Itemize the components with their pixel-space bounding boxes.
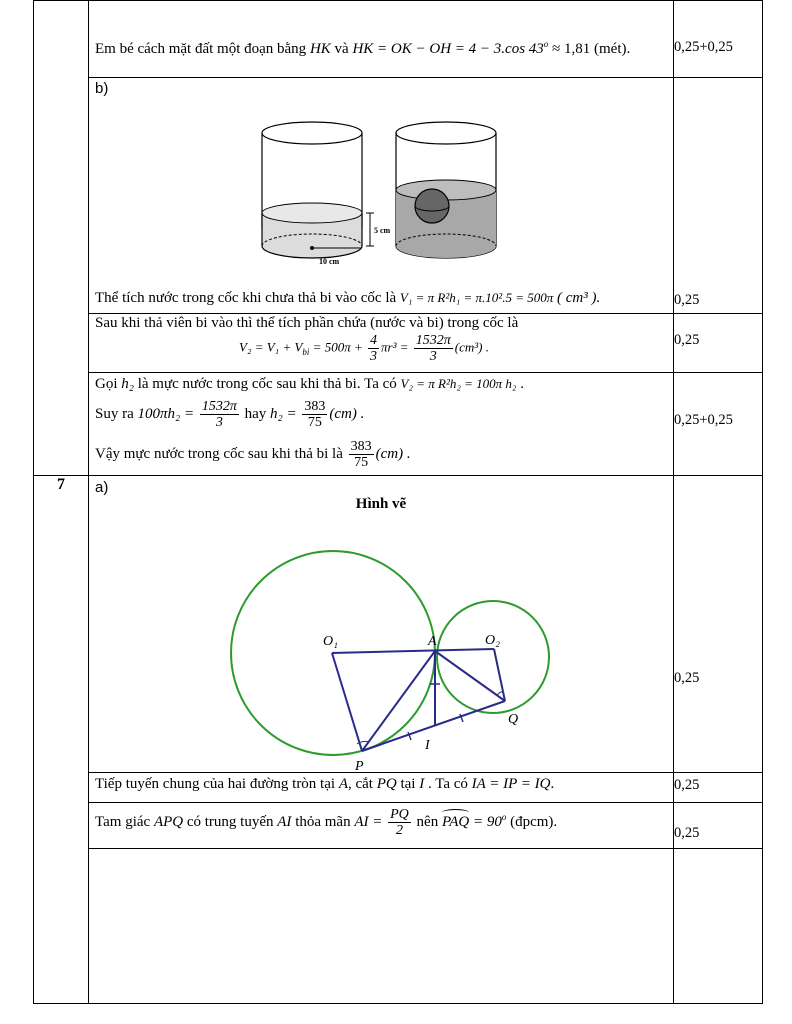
point-p-label: P (355, 759, 364, 771)
score-cell: 0,25 (674, 773, 763, 803)
point-q-label: Q (508, 712, 519, 727)
v1-line: Thể tích nước trong cốc khi chưa thả bi vào cốc là V₁ = π R²h₁ = π.10².5 = 500π ( cm³ ). (95, 290, 601, 306)
solution-cell (89, 78, 674, 314)
hk-line: Em bé cách mặt đất một đoạn bằng HK và HK = OK − OH = 4 − 3.cos $43^o \approx 1,81$ (mét). (95, 39, 631, 57)
solution-cell (89, 476, 674, 773)
table-row (34, 314, 763, 373)
table-row (34, 1, 763, 78)
answer-table (33, 0, 763, 1004)
point-o2-label: O₂ (485, 633, 500, 648)
cylinders-figure (259, 118, 509, 268)
solution-cell (89, 1, 674, 78)
point-i-label: I (425, 738, 430, 753)
h2-line2: Suy ra 100πh₂ = $\frac{1532\pi}{3}$ hay h₂ = $\frac{383}{75}$ (cm) . (95, 399, 365, 430)
table-row (34, 373, 763, 476)
angle-paq: PAQ (441, 813, 470, 830)
table-row (34, 849, 763, 1004)
score-cell: 0,25+0,25 (674, 373, 763, 476)
score-cell: 0,25 (674, 78, 763, 314)
question-number: 7 (57, 476, 65, 493)
circles-figure (229, 546, 559, 771)
conclusion-line: Tam giác APQ có trung tuyến AI thỏa mãn AI = $\frac{PQ}{2}$ nên PAQ = $90^o$ (đpcm). (95, 807, 558, 838)
table-row (34, 803, 763, 849)
table-row (34, 476, 763, 773)
solution-cell (89, 803, 674, 849)
question-number-cell (34, 1, 89, 476)
height-label: 5 cm (374, 226, 391, 235)
score-cell: 0,25 (674, 803, 763, 849)
score-cell: 0,25+0,25 (674, 1, 763, 78)
solution-cell (89, 773, 674, 803)
part-label: a) (95, 479, 109, 496)
solution-cell (89, 314, 674, 373)
v2-intro: Sau khi thả viên bi vào thì thể tích phần chứa (nước và bi) trong cốc là (95, 315, 519, 331)
empty-cell (674, 849, 763, 1004)
table-row (34, 78, 763, 314)
point-a-label: A (428, 634, 437, 649)
part-label: b) (95, 80, 109, 97)
table-row (34, 773, 763, 803)
empty-cell (89, 849, 674, 1004)
tangent-line: Tiếp tuyến chung của hai đường tròn tại A, cắt PQ tại I . Ta có IA = IP = IQ. (95, 776, 555, 792)
h2-line3: Vậy mực nước trong cốc sau khi thả bi là $\frac{383}{75}$ (cm) . (95, 439, 411, 470)
score-cell: 0,25 (674, 476, 763, 773)
v2-formula: $V_2 = V_1 + V_{bi} = 500\pi$ + $\frac{4}{3}$ πr³ = $\frac{1532\pi}{3}$ (cm³) . (239, 333, 489, 364)
h2-line1: Gọi h₂ là mực nước trong cốc sau khi thả bi. Ta có V₂ = π R²h₂ = 100π h₂ . (95, 376, 524, 392)
question-number-cell (34, 476, 89, 1004)
figure-title: Hình vẽ (355, 496, 407, 512)
score-cell: 0,25 (674, 314, 763, 373)
radius-label: 10 cm (319, 257, 340, 266)
solution-cell (89, 373, 674, 476)
point-o1-label: O₁ (323, 634, 338, 649)
